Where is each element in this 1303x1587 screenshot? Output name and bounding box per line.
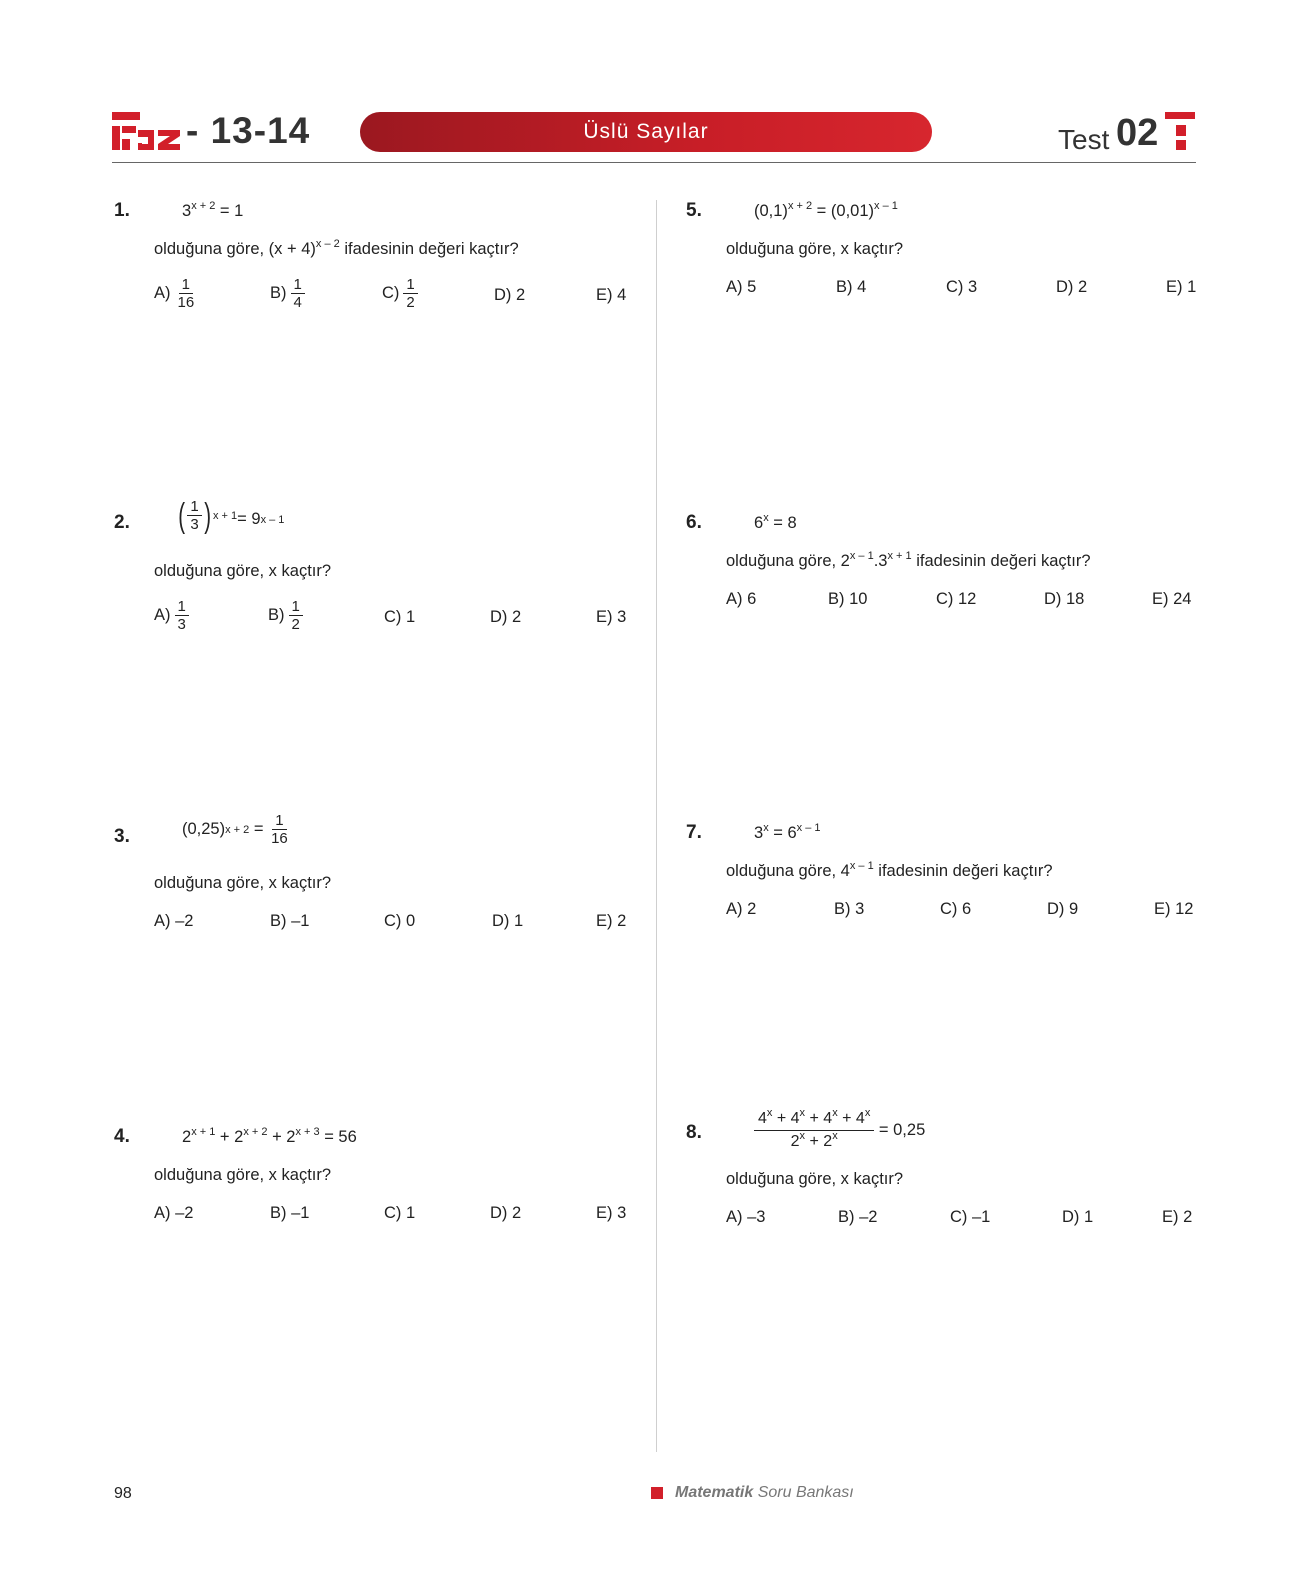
question-number: 4. [114,1126,130,1147]
question-expression: $\frac{4^x + 4^x + 4^x + 4^x}{2^x + 2^x}$ = 0,25 [754,1108,925,1153]
option-c[interactable]: C) 1 [384,608,416,626]
option-a[interactable]: A) $\frac{1}{16}$ [154,276,197,311]
book-title: Matematik Soru Bankası [675,1484,854,1501]
option-a[interactable]: A) 6 [726,590,757,608]
question-stem: olduğuna göre, $(x + 4)^{x - 2}$ ifadesinin değeri kaçtır? [154,238,519,258]
option-c[interactable]: C) 1 [384,1204,416,1222]
question-expression: (0,25) x + 2 = $\frac{1}{16}$ [182,812,291,847]
fraction: $\frac{1}{3}$ [175,598,189,633]
option-a[interactable]: A) –2 [154,1204,194,1222]
question-expression: $(0,1)^{x + 2} = (0,01)^{x - 1}$ [754,200,898,220]
option-e[interactable]: E) 1 [1166,278,1197,296]
option-b[interactable]: B) 3 [834,900,865,918]
option-c[interactable]: C) –1 [950,1208,991,1226]
option-a[interactable]: A) –2 [154,912,194,930]
option-d[interactable]: D) 9 [1047,900,1079,918]
test-label: Test [1058,124,1110,155]
fraction: $\frac{1}{2}$ [403,276,417,311]
question-number: 1. [114,200,130,221]
question-expression: $3^x = 6^{x - 1}$ [754,822,821,842]
option-b[interactable]: B) 4 [836,278,867,296]
question-number: 5. [686,200,702,221]
option-c[interactable]: C) $\frac{1}{2}$ [382,276,418,311]
option-b[interactable]: B) –2 [838,1208,878,1226]
question-number: 2. [114,512,130,533]
option-d[interactable]: D) 2 [490,1204,522,1222]
test-mark-icon [1165,112,1195,152]
faz-logo [112,112,182,152]
option-c[interactable]: C) 12 [936,590,977,608]
option-e[interactable]: E) 3 [596,608,627,626]
option-d[interactable]: D) 2 [494,286,526,304]
option-c[interactable]: C) 6 [940,900,972,918]
option-b[interactable]: B) $\frac{1}{4}$ [270,276,305,311]
option-d[interactable]: D) 1 [492,912,524,930]
question-expression: $6^x = 8$ [754,512,797,532]
question-stem: olduğuna göre, x kaçtır? [726,1170,904,1188]
series-number: - 13-14 [186,110,311,151]
option-d[interactable]: D) 2 [490,608,522,626]
question-expression: $2^{x + 1} + 2^{x + 2} + 2^{x + 3} = 56$ [182,1126,357,1146]
option-a[interactable]: A) $\frac{1}{3}$ [154,598,189,633]
topic-title: Üslü Sayılar [583,120,709,143]
fraction: $\frac{1}{16}$ [177,276,195,311]
option-c[interactable]: C) 3 [946,278,978,296]
option-d[interactable]: D) 1 [1062,1208,1094,1226]
question-number: 7. [686,822,702,843]
question-stem: olduğuna göre, $2^{x - 1}.3^{x + 1}$ ifadesinin değeri kaçtır? [726,550,1091,570]
page-number: 98 [114,1485,132,1502]
option-d[interactable]: D) 2 [1056,278,1088,296]
option-e[interactable]: E) 2 [1162,1208,1193,1226]
footer-square-icon [651,1487,663,1499]
fraction: $\frac{1}{16}$ [271,812,288,847]
option-d[interactable]: D) 18 [1044,590,1085,608]
header-rule [112,162,1196,163]
question-stem: olduğuna göre, x kaçtır? [154,1166,332,1184]
option-b[interactable]: B) –1 [270,1204,310,1222]
option-e[interactable]: E) 24 [1152,590,1192,608]
question-expression: ( $\frac{1}{3}$ ) x + 1 = 9 x – 1 [178,496,285,535]
option-a[interactable]: A) 2 [726,900,757,918]
option-a[interactable]: A) 5 [726,278,757,296]
option-a[interactable]: A) –3 [726,1208,766,1226]
question-number: 8. [686,1122,702,1143]
question-number: 6. [686,512,702,533]
fraction: $\frac{1}{4}$ [291,276,305,311]
option-e[interactable]: E) 12 [1154,900,1194,918]
fraction: $\frac{4^x + 4^x + 4^x + 4^x}{2^x + 2^x}$ [754,1108,874,1153]
option-e[interactable]: E) 2 [596,912,627,930]
option-b[interactable]: B) –1 [270,912,310,930]
question-stem: olduğuna göre, x kaçtır? [154,874,332,892]
fraction: $\frac{1}{3}$ [187,498,201,533]
question-stem: olduğuna göre, x kaçtır? [726,240,904,258]
option-c[interactable]: C) 0 [384,912,416,930]
question-expression: $3^{x + 2} = 1$ [182,200,244,220]
question-stem: olduğuna göre, x kaçtır? [154,562,332,580]
test-number: 02 [1116,112,1159,154]
column-divider [656,200,657,1452]
question-stem: olduğuna göre, 4$^{x - 1}$ ifadesinin değeri kaçtır? [726,860,1053,880]
option-e[interactable]: E) 4 [596,286,627,304]
option-b[interactable]: B) 10 [828,590,868,608]
topic-banner [360,112,932,152]
option-e[interactable]: E) 3 [596,1204,627,1222]
fraction: $\frac{1}{2}$ [289,598,303,633]
option-b[interactable]: B) $\frac{1}{2}$ [268,598,303,633]
question-number: 3. [114,826,130,847]
